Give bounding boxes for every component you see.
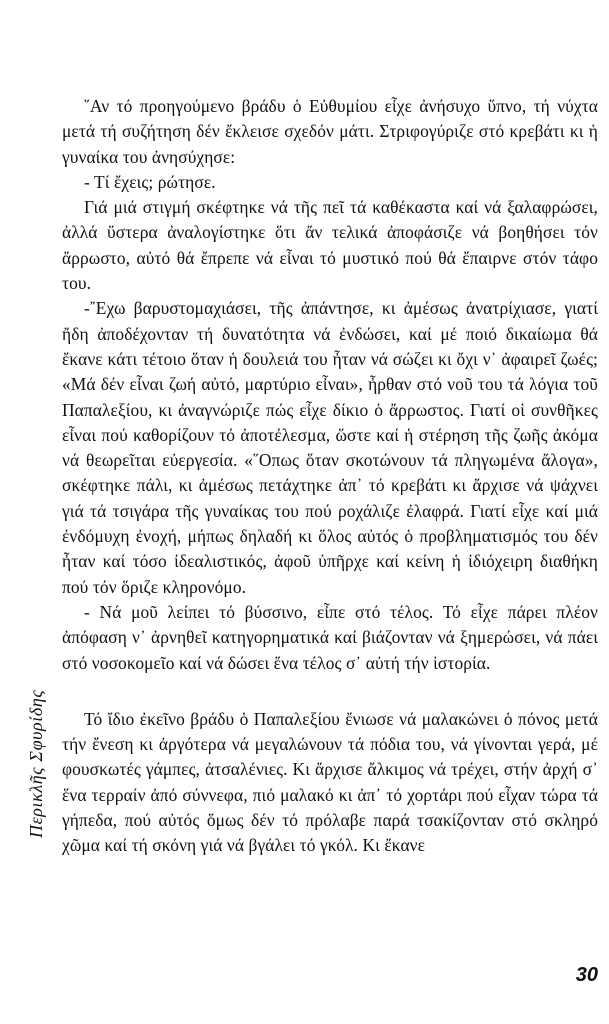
paragraph: Γιά μιά στιγμή σκέφτηκε νά τῆς πεῖ τά καθέκαστα καί νά ξαλαφρώσει, ἀλλά ὕστερα ἀναλογίστηκε ὅτι ἄν τελικά ἀποφάσιζε νά βοηθήσει τόν ἄρρωστο, αὐτό θά ἔπρεπε νά εἶναι τό μυστικό πού θά ἔπαιρνε στόν τάφο του. bbox=[62, 197, 598, 294]
paragraph: ῞Αν τό προηγούμενο βράδυ ὁ Εὐθυμίου εἶχε ἀνήσυχο ὕπνο, τή νύχτα μετά τή συζήτηση δέν ἔκλεισε σχεδόν μάτι. Στριφογύριζε στό κρεβάτι κι ἡ γυναίκα του ἀνησύχησε: bbox=[62, 96, 598, 167]
page-top-margin bbox=[0, 0, 609, 12]
running-author-name: Περικλῆς Σφυρίδης bbox=[26, 689, 46, 838]
dialogue-paragraph: - Νά μοῦ λείπει τό βύσσινο, εἶπε στό τέλος. Τό εἶχε πάρει πλέον ἀπόφαση ν᾽ ἀρνηθεῖ κατηγορηματικά καί βιάζονταν νά ξημερώσει, νά πάει στό νοσοκομεῖο καί νά δώσει ἕνα τέλος σ᾽ αὐτή τήν ἱστορία. bbox=[62, 601, 598, 673]
dialogue-line: - Τί ἔχεις; ρώτησε. bbox=[84, 171, 216, 192]
section-break bbox=[62, 676, 598, 707]
dialogue-paragraph: -῎Εχω βαρυστομαχιάσει, τῆς ἀπάντησε, κι ἀμέσως ἀνατρίχιασε, γιατί ἤδη ἀποδέχονταν τή δυνατότητα νά ἐνδώσει, καί μέ ποιό δικαίωμα θά ἔκανε κάτι τέτοιο ὅταν ἡ δουλειά του ἦταν νά σώζει κι ὄχι ν᾽ ἀφαιρεῖ ζωές; «Μά δέν εἶναι ζωή αὐτό, μαρτύριο εἶναι», ἦρθαν στό νοῦ του τά λόγια τοῦ Παπαλεξίου, κι ἀναγνώριζε πώς εἶχε δίκιο ὁ ἄρρωστος. Γιατί οἱ συνθῆκες εἶναι πού καθορίζουν τό ἀποτέλεσμα, ὥστε καί ἡ στέρηση τῆς ζωῆς ἀκόμα νά θεωρεῖται εὐεργεσία. «῞Οπως ὅταν σκοτώνουν τά πληγωμένα ἄλογα», σκέφτηκε πάλι, κι ἀμέσως πετάχτηκε ἀπ᾽ τό κρεβάτι κι ἄρχισε νά ψάχνει γιά τά τσιγάρα τῆς γυναίκας του πού ροχάλιζε ἐλαφρά. Γιατί εἶχε καί μιά ἐνδόμυχη ἐνοχή, μήπως δηλαδή κι ὅλος αὐτός ὁ προβληματισμός του δέν ἦταν καί τόσο ἰδεαλιστικός, ἀφοῦ ὑπῆρχε καί κείνη ἡ ἰδιόχειρη διαθήκη πού τόν ὅριζε κληρονόμο. bbox=[62, 298, 598, 597]
paragraph: Τό ἴδιο ἐκεῖνο βράδυ ὁ Παπαλεξίου ἔνιωσε νά μαλακώνει ὁ πόνος μετά τήν ἔνεση κι ἀργότερα νά μεγαλώνουν τά πόδια του, νά γίνονται γερά, μέ φουσκωτές γάμπες, ἀτσαλένιες. Κι ἄρχισε ἄλκιμος νά τρέχει, στήν ἀρχή σ᾽ ἕνα τερραίν ἀπό σύννεφα, πιό μαλακό κι ἀπ᾽ τό χορτάρι πού εἶχαν τώρα τά γήπεδα, πού αὐτός ὅμως δέν τό πρόλαβε παρά τσακίζονταν στό σκληρό χῶμα καί τή σκόνη γιά νά βγάλει τό γκόλ. Κι ἔκανε bbox=[62, 708, 598, 856]
page-number: 30 bbox=[575, 964, 598, 986]
body-text bbox=[62, 94, 598, 859]
